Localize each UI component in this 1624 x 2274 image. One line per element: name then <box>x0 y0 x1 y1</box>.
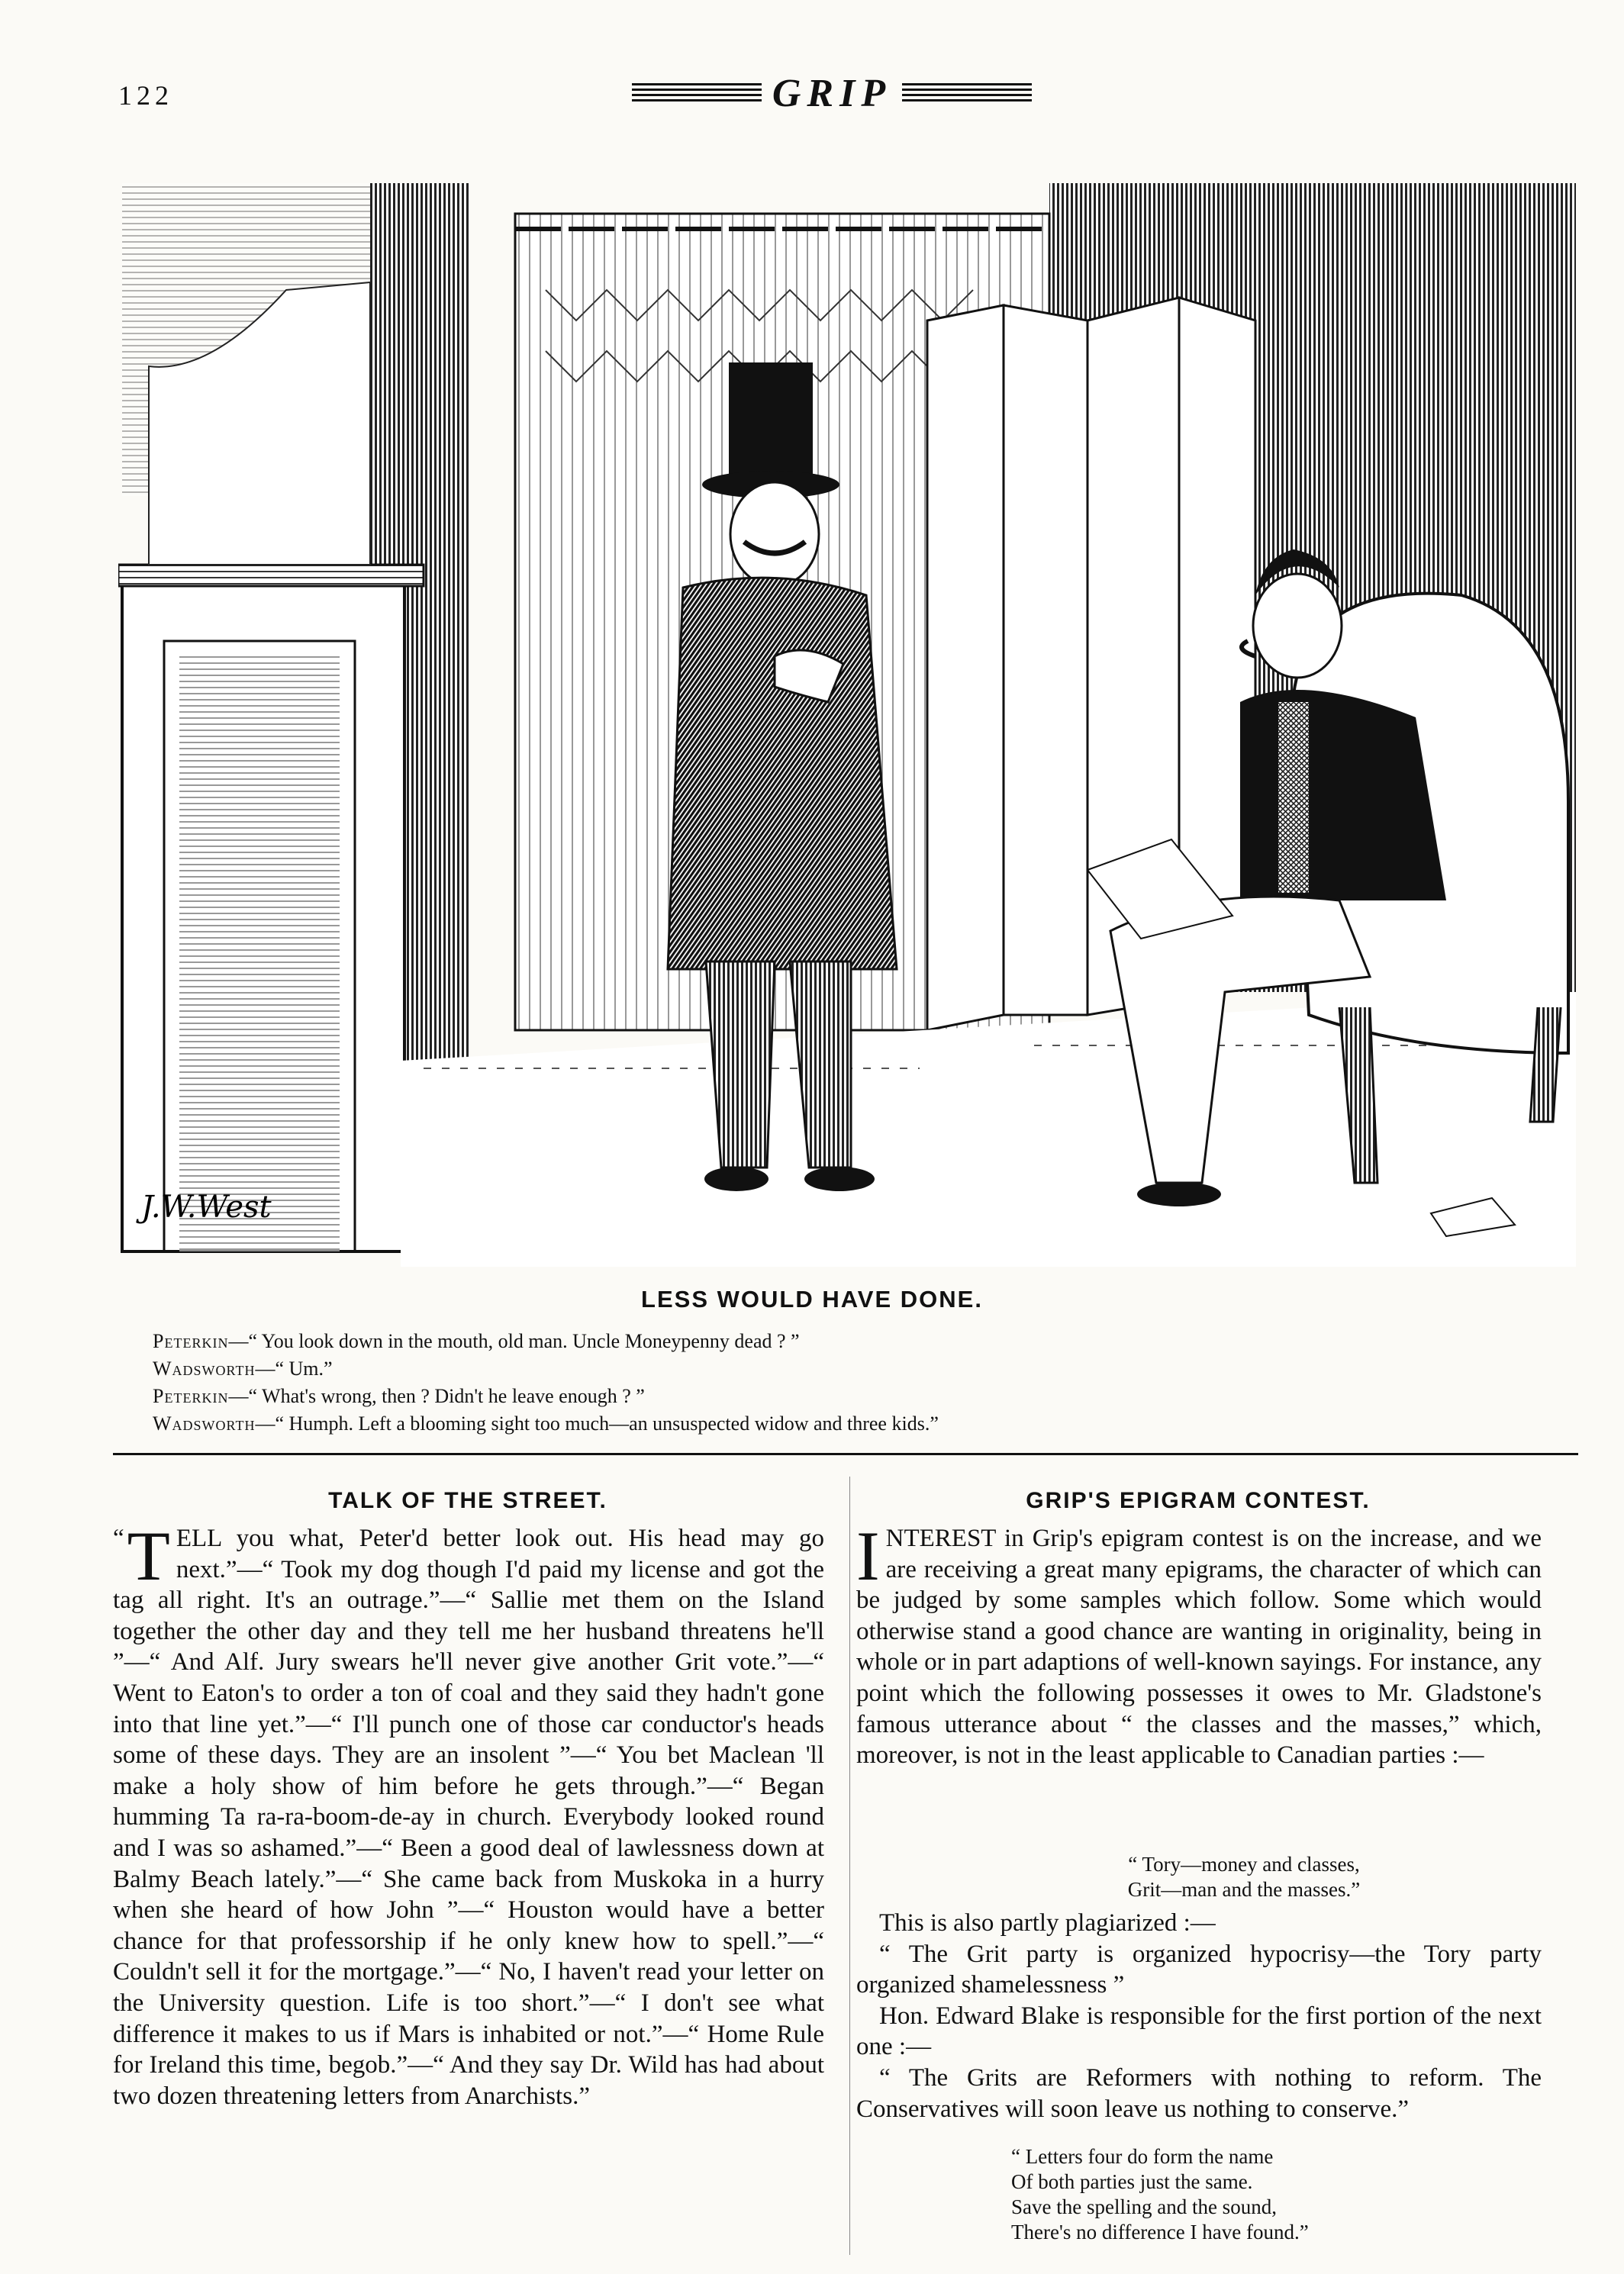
verse-line: Grit—man and the masses.” <box>1127 1878 1361 1901</box>
verse-block <box>1046 1852 1442 1902</box>
epigram-paragraph: “ The Grits are Reformers with nothing to reform. The Conservatives will soon leave us nothing to conserve.” <box>856 2063 1542 2123</box>
epigram-body-continued <box>856 1908 1542 2124</box>
epigram-title: GRIP'S EPIGRAM CONTEST. <box>1026 1488 1371 1513</box>
epigram-intro: NTEREST in Grip's epigram contest is on the increase, and we are receiving a great many epigrams, the character of which can be judged by some samples which follow. Some which would otherwise stand a good chance are wanting in originality, being in whole or in part adaptions of well-known sayings. For instance, any point which the following possesses it owes to Mr. Gladstone's famous utterance about “ the classes and the masses,” which, moreover, is not in the least applicable to Canadian parties :— <box>856 1525 1542 1770</box>
speaker-name: Wadsworth <box>153 1358 256 1380</box>
masthead <box>580 70 1084 116</box>
speaker-text: —“ Um.” <box>255 1358 333 1380</box>
drop-cap: I <box>856 1517 880 1595</box>
speaker-text: —“ What's wrong, then ? Didn't he leave enough ? ” <box>228 1385 645 1407</box>
talk-text: ELL you what, Peter'd better look out. His head may go next.”—“ Took my dog though I'd paid my license and got the tag all right. It's an outrage.”—“ Sallie met them on the Island together the other day and they tell me her husband threatens he'll ”—“ And Alf. Jury swears he'll never give another Grit vote.”—“ Went to Eaton's to order a ton of coal and they said they hadn't gone into that line yet.”—“ I'll punch one of those car conductor's heads some of these days. They are an insolent ”—“ You bet Maclean 'll make a holy show of him before he gets through.”—“ Began humming Ta ra-ra-boom-de-ay in church. Everybody looked round and I was so ashamed.”—“ Been a good deal of lawlessness down at Balmy Beach lately.”—“ She came back from Muskoka in a hurry when she heard of how John ”—“ Houston would have a better chance for that professorship if he only knew how to spell.”—“ Couldn't sell it for the mortgage.”—“ No, I haven't read your letter on the University question. Life is too short.”—“ I don't see what difference it makes to us if Mars is inhabited or not.”—“ Home Rule for Ireland this time, begob.”—“ And they say Dr. Wild has had about two dozen threatening letters from Anarchists.” <box>113 1525 824 2110</box>
verse-line: There's no difference I have found.” <box>1011 2221 1309 2243</box>
epigram-body <box>856 1517 1542 1771</box>
verse-block <box>1011 2144 1439 2245</box>
cartoon-illustration <box>118 168 1576 1267</box>
verse-line: Of both parties just the same. <box>1011 2170 1253 2193</box>
speaker-name: Wadsworth <box>153 1412 256 1435</box>
epigram-paragraph: This is also partly plagiarized :— <box>879 1909 1216 1937</box>
verse-line: “ Tory—money and classes, <box>1128 1853 1360 1876</box>
column-divider <box>849 1477 850 2255</box>
speaker-text: —“ Humph. Left a blooming sight too much—an unsuspected widow and three kids.” <box>255 1412 939 1435</box>
speaker-name: Peterkin <box>153 1330 229 1352</box>
artist-signature: J.W.West <box>141 1190 272 1225</box>
page-number: 122 <box>118 80 173 111</box>
verse-line: “ Letters four do form the name <box>1011 2145 1274 2168</box>
masthead-rule-left <box>632 83 762 103</box>
caption-line <box>153 1383 1542 1410</box>
verse-line: Save the spelling and the sound, <box>1011 2195 1277 2218</box>
horizontal-divider <box>113 1453 1578 1455</box>
drop-cap: T <box>127 1517 170 1595</box>
epigram-paragraph: Hon. Edward Blake is responsible for the first portion of the next one :— <box>856 2002 1542 2061</box>
caption-title: LESS WOULD HAVE DONE. <box>641 1286 983 1313</box>
caption-line <box>153 1328 1542 1355</box>
epigram-paragraph: “ The Grit party is organized hypocrisy—the Tory party organized shamelessness ” <box>856 1940 1542 1999</box>
masthead-title: GRIP <box>772 71 892 115</box>
masthead-rule-right <box>902 83 1032 103</box>
speaker-text: —“ You look down in the mouth, old man. Uncle Moneypenny dead ? ” <box>228 1330 800 1352</box>
speaker-name: Peterkin <box>153 1385 229 1407</box>
talk-body <box>113 1517 824 2111</box>
caption-line <box>153 1355 1542 1383</box>
caption-line <box>153 1410 1542 1438</box>
open-quote: “ <box>113 1525 124 1552</box>
talk-title: TALK OF THE STREET. <box>328 1488 607 1513</box>
